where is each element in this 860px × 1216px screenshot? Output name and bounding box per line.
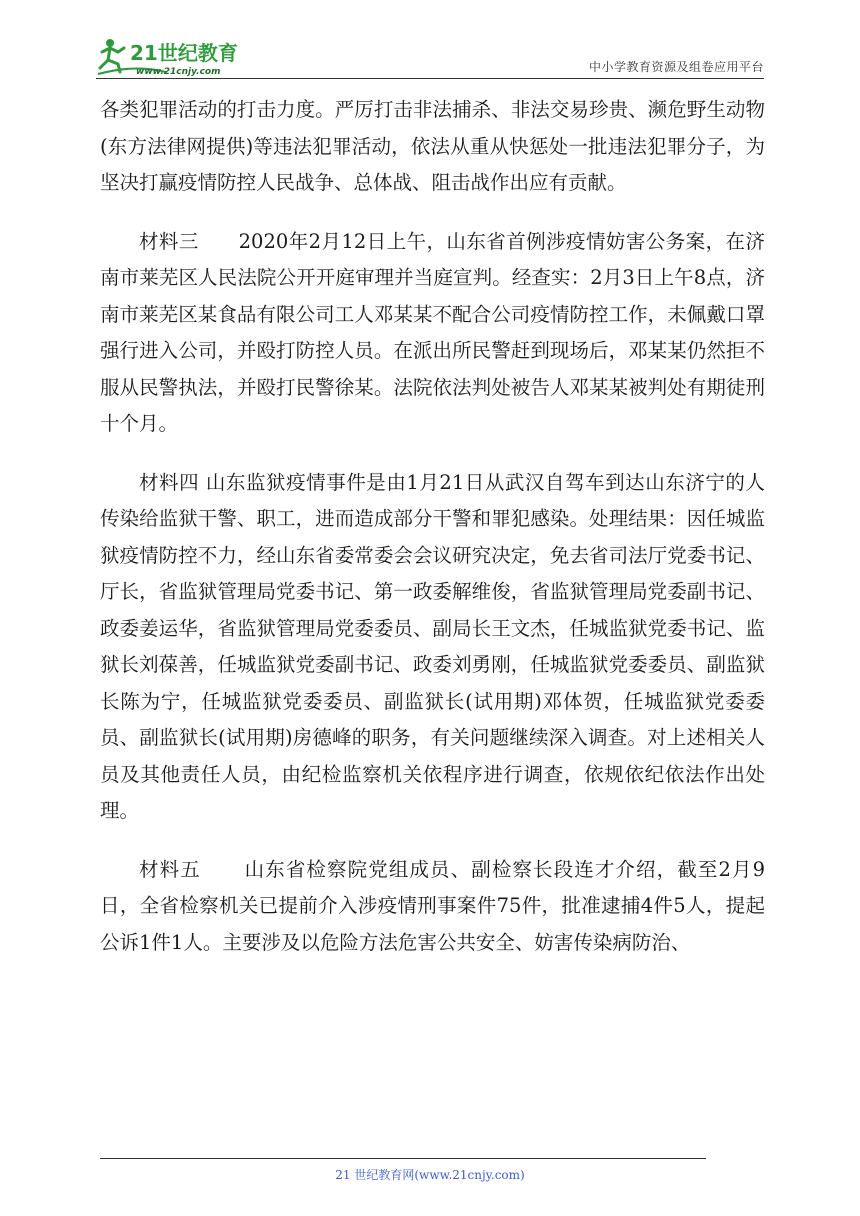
page-header [96, 30, 764, 80]
paragraph-text: 山东监狱疫情事件是由1月21日从武汉自驾车到达山东济宁的人传染给监狱干警、职工，进而造成部分干警和罪犯感染。处理结果：因任城监狱疫情防控不力，经山东省委常委会会议研究决定，免去省司法厅党委书记、厅长，省监狱管理局党委书记、第一政委解维俊，省监狱管理局党委副书记、政委姜运华，省监狱管理局党委委员、副局长王文杰，任城监狱党委书记、监狱长刘葆善，任城监狱党委副书记、政委刘勇刚，任城监狱党委委员、副监狱长陈为宁，任城监狱党委委员、副监狱长(试用期)邓体贺，任城监狱党委委员、副监狱长(试用期)房德峰的职务，有关问题继续深入调查。对上述相关人员及其他责任人员，由纪检监察机关依程序进行调查，依规依纪依法作出处理。 [100, 470, 765, 822]
platform-name: 中小学教育资源及组卷应用平台 [588, 60, 764, 74]
logo-text: 21世纪教育 [130, 41, 238, 65]
paragraph-text: 2020年2月12日上午，山东省首例涉疫情妨害公务案，在济南市莱芜区人民法院公开开庭审理并当庭宣判。经查实：2月3日上午8点，济南市莱芜区某食品有限公司工人邓某某不配合公司疫情防控工作，未佩戴口罩强行进入公司，并殴打防控人员。在派出所民警赶到现场后，邓某某仍然拒不服从民警执法，并殴打民警徐某。法院依法判处被告人邓某某被判处有期徒刑十个月。 [100, 229, 765, 435]
paragraph-text: 各类犯罪活动的打击力度。严厉打击非法捕杀、非法交易珍贵、濒危野生动物(东方法律网提供)等违法犯罪活动，依法从重从快惩处一批违法犯罪分子，为坚决打赢疫情防控人民战争、总体战、阻击战作出应有贡献。 [100, 98, 765, 194]
document-body [100, 92, 765, 983]
paragraph-material-4 [100, 465, 765, 830]
paragraph-continuation [100, 92, 765, 202]
paragraph-text: 山东省检察院党组成员、副检察长段连才介绍，截至2月9日，全省检察机关已提前介入涉疫情刑事案件75件，批准逮捕4件5人，提起公诉1件1人。主要涉及以危险方法危害公共安全、妨害传染病防治、 [100, 857, 765, 954]
logo-url: www.21cnjy.com [136, 67, 221, 77]
page-footer: 21 世纪教育网(www.21cnjy.com) [335, 1168, 525, 1182]
material-label: 材料三 [139, 229, 199, 253]
paragraph-material-5 [100, 852, 765, 962]
material-label: 材料五 [139, 857, 201, 881]
material-label: 材料四 [139, 470, 200, 494]
header-divider [96, 78, 764, 79]
footer-divider [100, 1158, 706, 1159]
paragraph-material-3 [100, 224, 765, 443]
site-logo [96, 34, 266, 78]
